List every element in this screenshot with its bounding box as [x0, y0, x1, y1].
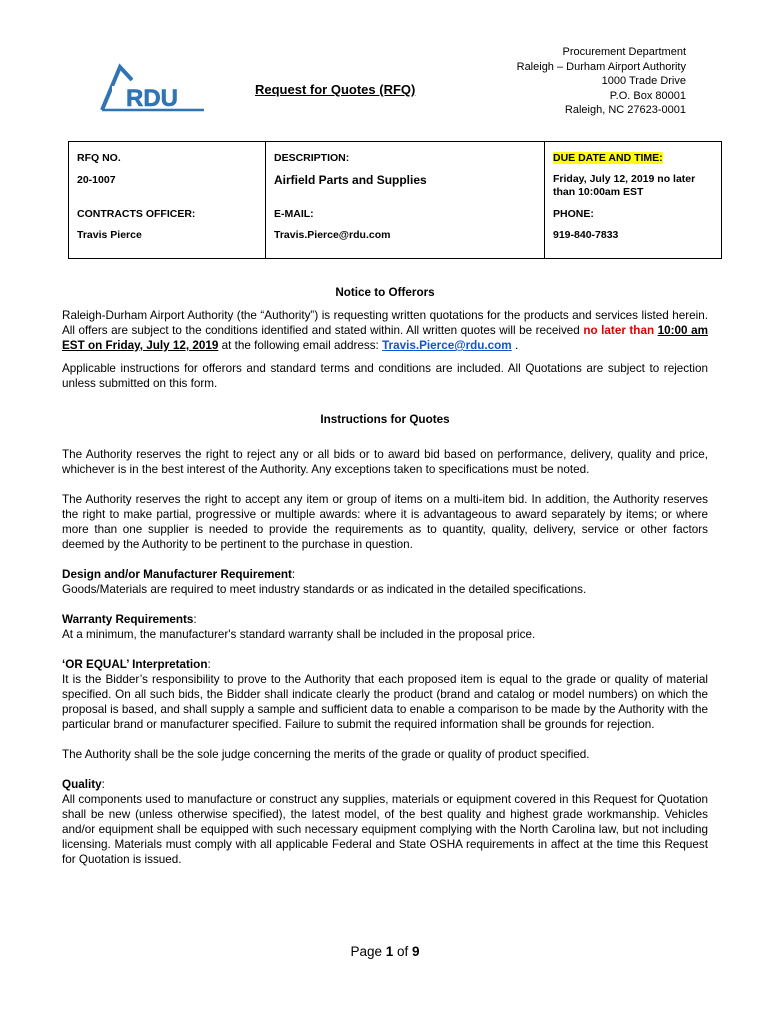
warranty-heading: Warranty Requirements	[62, 613, 194, 626]
email-value: Travis.Pierce@rdu.com	[274, 229, 391, 241]
notice-paragraph-1	[62, 308, 708, 353]
page-of: of	[393, 944, 413, 959]
page-prefix: Page	[350, 944, 386, 959]
design-heading: Design and/or Manufacturer Requirement	[62, 568, 292, 581]
colon: :	[207, 658, 211, 671]
description-label: DESCRIPTION:	[274, 152, 350, 164]
rfq-no-value: 20-1007	[77, 174, 116, 186]
phone-label: PHONE:	[553, 208, 594, 220]
instructions-paragraph-2: The Authority reserves the right to accept any item or group of items on a multi-item bid. In addition, the Authority reserves the right to make partial, progressive or multiple awards: where it is advantageous to award separately by items; or where more than one supplier is needed to provide the requirements as to quantity, quality, delivery, service or other factors deemed by the Authority to be pertinent to the purchase in question.	[62, 493, 708, 551]
phone-value: 919-840-7833	[553, 229, 619, 241]
submission-email-link[interactable]: Travis.Pierce@rdu.com	[382, 339, 512, 352]
rfq-column-1	[69, 142, 266, 258]
address-block	[517, 45, 686, 118]
notice-paragraph-2: Applicable instructions for offerors and standard terms and conditions are included. All Quotations are subject to rejection unless submitted on this form.	[62, 362, 708, 390]
rfq-column-2	[266, 142, 545, 258]
document-body	[62, 285, 708, 867]
rfq-info-table	[68, 141, 722, 259]
notice-text-c: .	[511, 339, 519, 352]
email-label: E-MAIL:	[274, 208, 314, 220]
page-total: 9	[412, 944, 420, 959]
or-equal-section	[62, 657, 708, 672]
colon: :	[193, 613, 197, 626]
notice-heading: Notice to Offerors	[335, 286, 435, 299]
instructions-heading: Instructions for Quotes	[320, 413, 450, 426]
due-date-line1: Friday, July 12, 2019 no later	[553, 173, 696, 185]
due-date-label: DUE DATE AND TIME:	[553, 152, 663, 164]
contracts-officer-label: CONTRACTS OFFICER:	[77, 208, 196, 220]
address-line: Raleigh, NC 27623-0001	[564, 104, 686, 117]
notice-text-b: at the following email address:	[218, 339, 383, 352]
or-equal-heading: ‘OR EQUAL’ Interpretation	[62, 658, 208, 671]
notice-text-a: Raleigh-Durham Airport Authority (the “Authority”) is requesting written quotations for the products and services listed herein. All offers are subject to the conditions identified and stated within. All written quotes will be received	[62, 309, 708, 337]
rdu-logo	[96, 62, 208, 116]
colon: :	[291, 568, 296, 581]
colon: :	[101, 778, 105, 791]
warranty-body: At a minimum, the manufacturer's standard warranty shall be included in the proposal price.	[62, 628, 536, 641]
page-number	[0, 944, 770, 959]
no-later-than-text: no later than	[583, 324, 655, 337]
sole-judge-paragraph: The Authority shall be the sole judge concerning the merits of the grade or quality of product specified.	[62, 748, 590, 761]
page-current: 1	[385, 944, 394, 959]
quality-body: All components used to manufacture or construct any supplies, materials or equipment covered in this Request for Quotation shall be new (unless otherwise specified), the latest model, of the best quality and highest grade workmanship. Vehicles and/or equipment shall be equipped with such necessary equipment complying with the North Carolina law, but not including licensing. Materials must comply with all applicable Federal and State OSHA requirements in affect at the time this Request for Quotation is issued.	[62, 793, 708, 866]
address-line: P.O. Box 80001	[609, 89, 686, 102]
description-value: Airfield Parts and Supplies	[274, 173, 427, 187]
warranty-section	[62, 612, 708, 627]
quality-heading: Quality	[62, 778, 102, 791]
deadline-text: 10:00 am EST on Friday, July 12, 2019	[62, 324, 708, 352]
instructions-paragraph-1: The Authority reserves the right to reject any or all bids or to award bid based on performance, delivery, quality and price, whichever is in the best interest of the Authority. Any exceptions taken to specifications must be noted.	[62, 448, 708, 476]
document-title: Request for Quotes (RFQ)	[255, 82, 416, 97]
address-line: Procurement Department	[562, 46, 686, 58]
address-line: 1000 Trade Drive	[601, 75, 686, 88]
address-line: Raleigh – Durham Airport Authority	[516, 60, 686, 73]
due-date-line2: than 10:00am EST	[553, 186, 644, 198]
or-equal-body: It is the Bidder’s responsibility to prove to the Authority that each proposed item is equal to the grade or quality of material specified. On all such bids, the Bidder shall indicate clearly the product (brand and catalog or model numbers) on which the proposal is based, and shall supply a sample and sufficient data to enable a comparison to be made by the Authority with the particular brand or manufacturer specified. Failure to submit the required information shall be grounds for rejection.	[62, 673, 708, 731]
due-date-value	[545, 173, 703, 199]
design-body: Goods/Materials are required to meet industry standards or as indicated in the detailed specifications.	[62, 583, 587, 596]
design-section	[62, 567, 708, 582]
logo-text: RDU	[126, 85, 178, 112]
rdu-logo-graphic	[96, 62, 208, 116]
rfq-column-3	[545, 142, 721, 258]
quality-section	[62, 777, 708, 792]
contracts-officer-value: Travis Pierce	[77, 229, 142, 241]
rfq-no-label: RFQ NO.	[77, 152, 121, 164]
due-label-wrap	[545, 152, 671, 164]
